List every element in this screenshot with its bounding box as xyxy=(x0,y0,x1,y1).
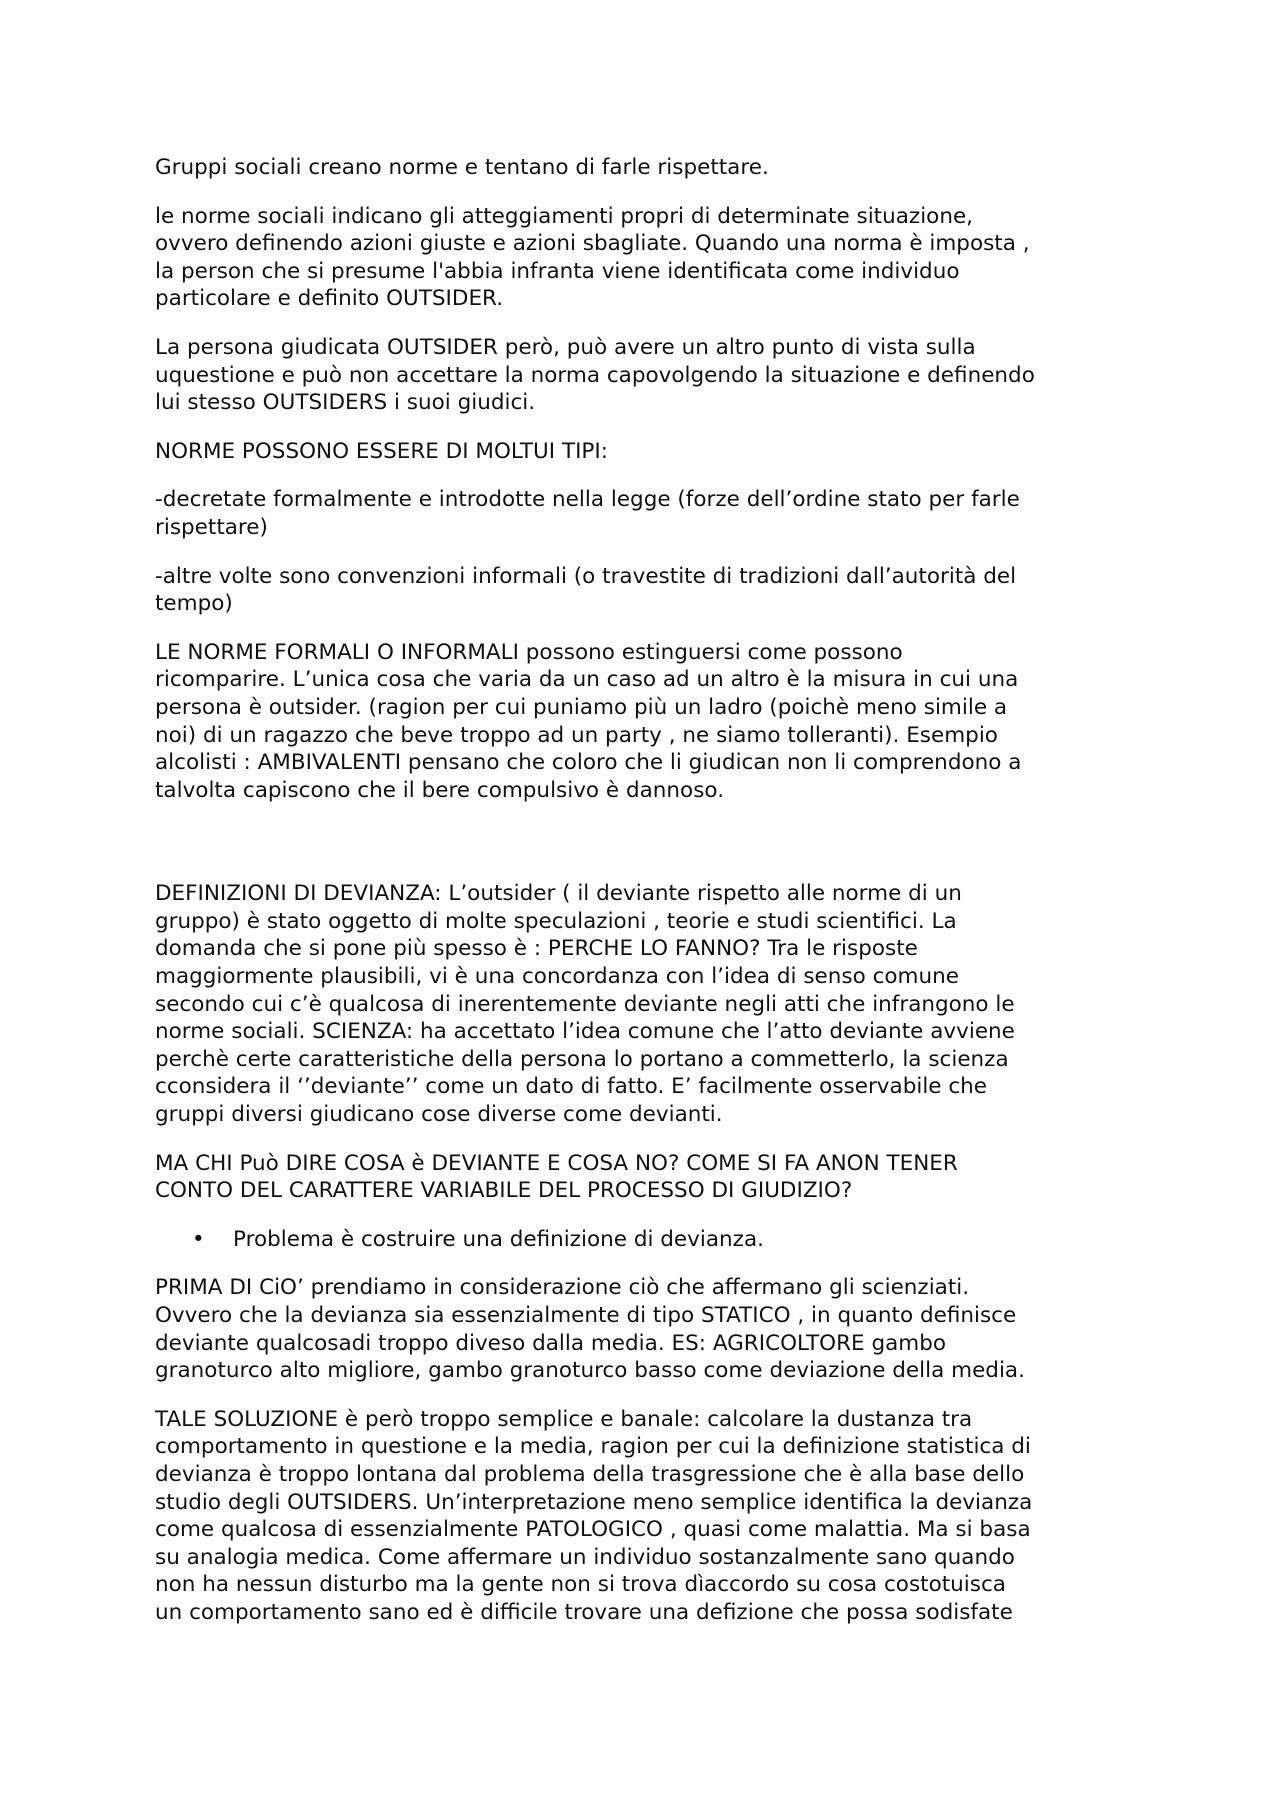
paragraph: MA CHI Può DIRE COSA è DEVIANTE E COSA NO? COME SI FA ANON TENER CONTO DEL CARATTERE VARIABILE DEL PROCESSO DI GIUDIZIO? xyxy=(155,1150,958,1204)
paragraph: Gruppi sociali creano norme e tentano di farle rispettare. xyxy=(155,155,769,180)
paragraph: TALE SOLUZIONE è però troppo semplice e banale: calcolare la dustanza tra comportamento in questione e la media, ragion per cui la definizione statistica di devianza è troppo lontana dal problema della trasgressione che è alla base dello studio degli OUTSIDERS. Un’interpretazione meno semplice identifica la devianza come qualcosa di essenzialmente PATOLOGICO , quasi come malattia. Ma si basa su analogia medica. Come affermare un individuo sostanzalmente sano quando non ha nessun disturbo ma la gente non si trova dìaccordo su cosa costotuisca un comportamento sano ed è difficile trovare una defizione che possa sodisfate xyxy=(155,1406,1033,1625)
paragraph: La persona giudicata OUTSIDER però, può avere un altro punto di vista sulla uquestione e può non accettare la norma capovolgendo la situazione e definendo lui stesso OUTSIDERS i suoi giudici. xyxy=(155,334,1035,416)
paragraph: -decretate formalmente e introdotte nella legge (forze dell’ordine stato per farle rispettare) xyxy=(155,487,1020,540)
document-body xyxy=(155,154,1135,1648)
bullet-item xyxy=(155,1226,1135,1254)
paragraph: PRIMA DI CiO’ prendiamo in considerazione ciò che affermano gli scienziati. Ovvero che la devianza sia essenzialmente di tipo STATICO , in quanto definisce deviante qualcosadi troppo diveso dalla media. ES: AGRICOLTORE gambo granoturco alto migliore, gambo granoturco basso come deviazione della media. xyxy=(155,1275,1025,1384)
paragraph: -altre volte sono convenzioni informali (o travestite di tradizioni dall’autorità del tempo) xyxy=(155,563,1017,617)
paragraph: LE NORME FORMALI O INFORMALI possono estinguersi come possono ricomparire. L’unica cosa che varia da un caso ad un altro è la misura in cui una persona è outsider. (ragion per cui puniamo più un ladro (poichè meno simile a noi) di un ragazzo che beve troppo ad un party , ne siamo tolleranti). Esempio alcolisti : AMBIVALENTI pensano che coloro che li giudican non li comprendono a talvolta capiscono che il bere compulsivo è dannoso. xyxy=(155,639,1022,803)
paragraph: DEFINIZIONI DI DEVIANZA: L’outsider ( il deviante rispetto alle norme di un gruppo) è stato oggetto di molte speculazioni , teorie e studi scientifici. La domanda che si pone più spesso è : PERCHE LO FANNO? Tra le risposte maggiormente plausibili, vi è una concordanza con l’idea di senso comune secondo cui c’è qualcosa di inerentemente deviante negli atti che infrangono le norme sociali. SCIENZA: ha accettato l’idea comune che l’atto deviante avviene perchè certe caratteristiche della persona lo portano a commetterlo, la scienza cconsidera il ‘’deviante’’ come un dato di fatto. E’ facilmente osservabile che gruppi diversi giudicano cose diverse come devianti. xyxy=(155,881,1015,1128)
bullet-icon: • xyxy=(192,1226,205,1252)
paragraph: NORME POSSONO ESSERE DI MOLTUI TIPI: xyxy=(155,438,608,464)
paragraph: le norme sociali indicano gli atteggiamenti propri di determinate situazione, ovvero definendo azioni giuste e azioni sbagliate. Quando una norma è imposta , la person che si presume l'abbia infranta viene identificata come individuo particolare e definito OUTSIDER. xyxy=(155,203,1030,312)
bullet-text: Problema è costruire una definizione di devianza. xyxy=(233,1226,764,1252)
